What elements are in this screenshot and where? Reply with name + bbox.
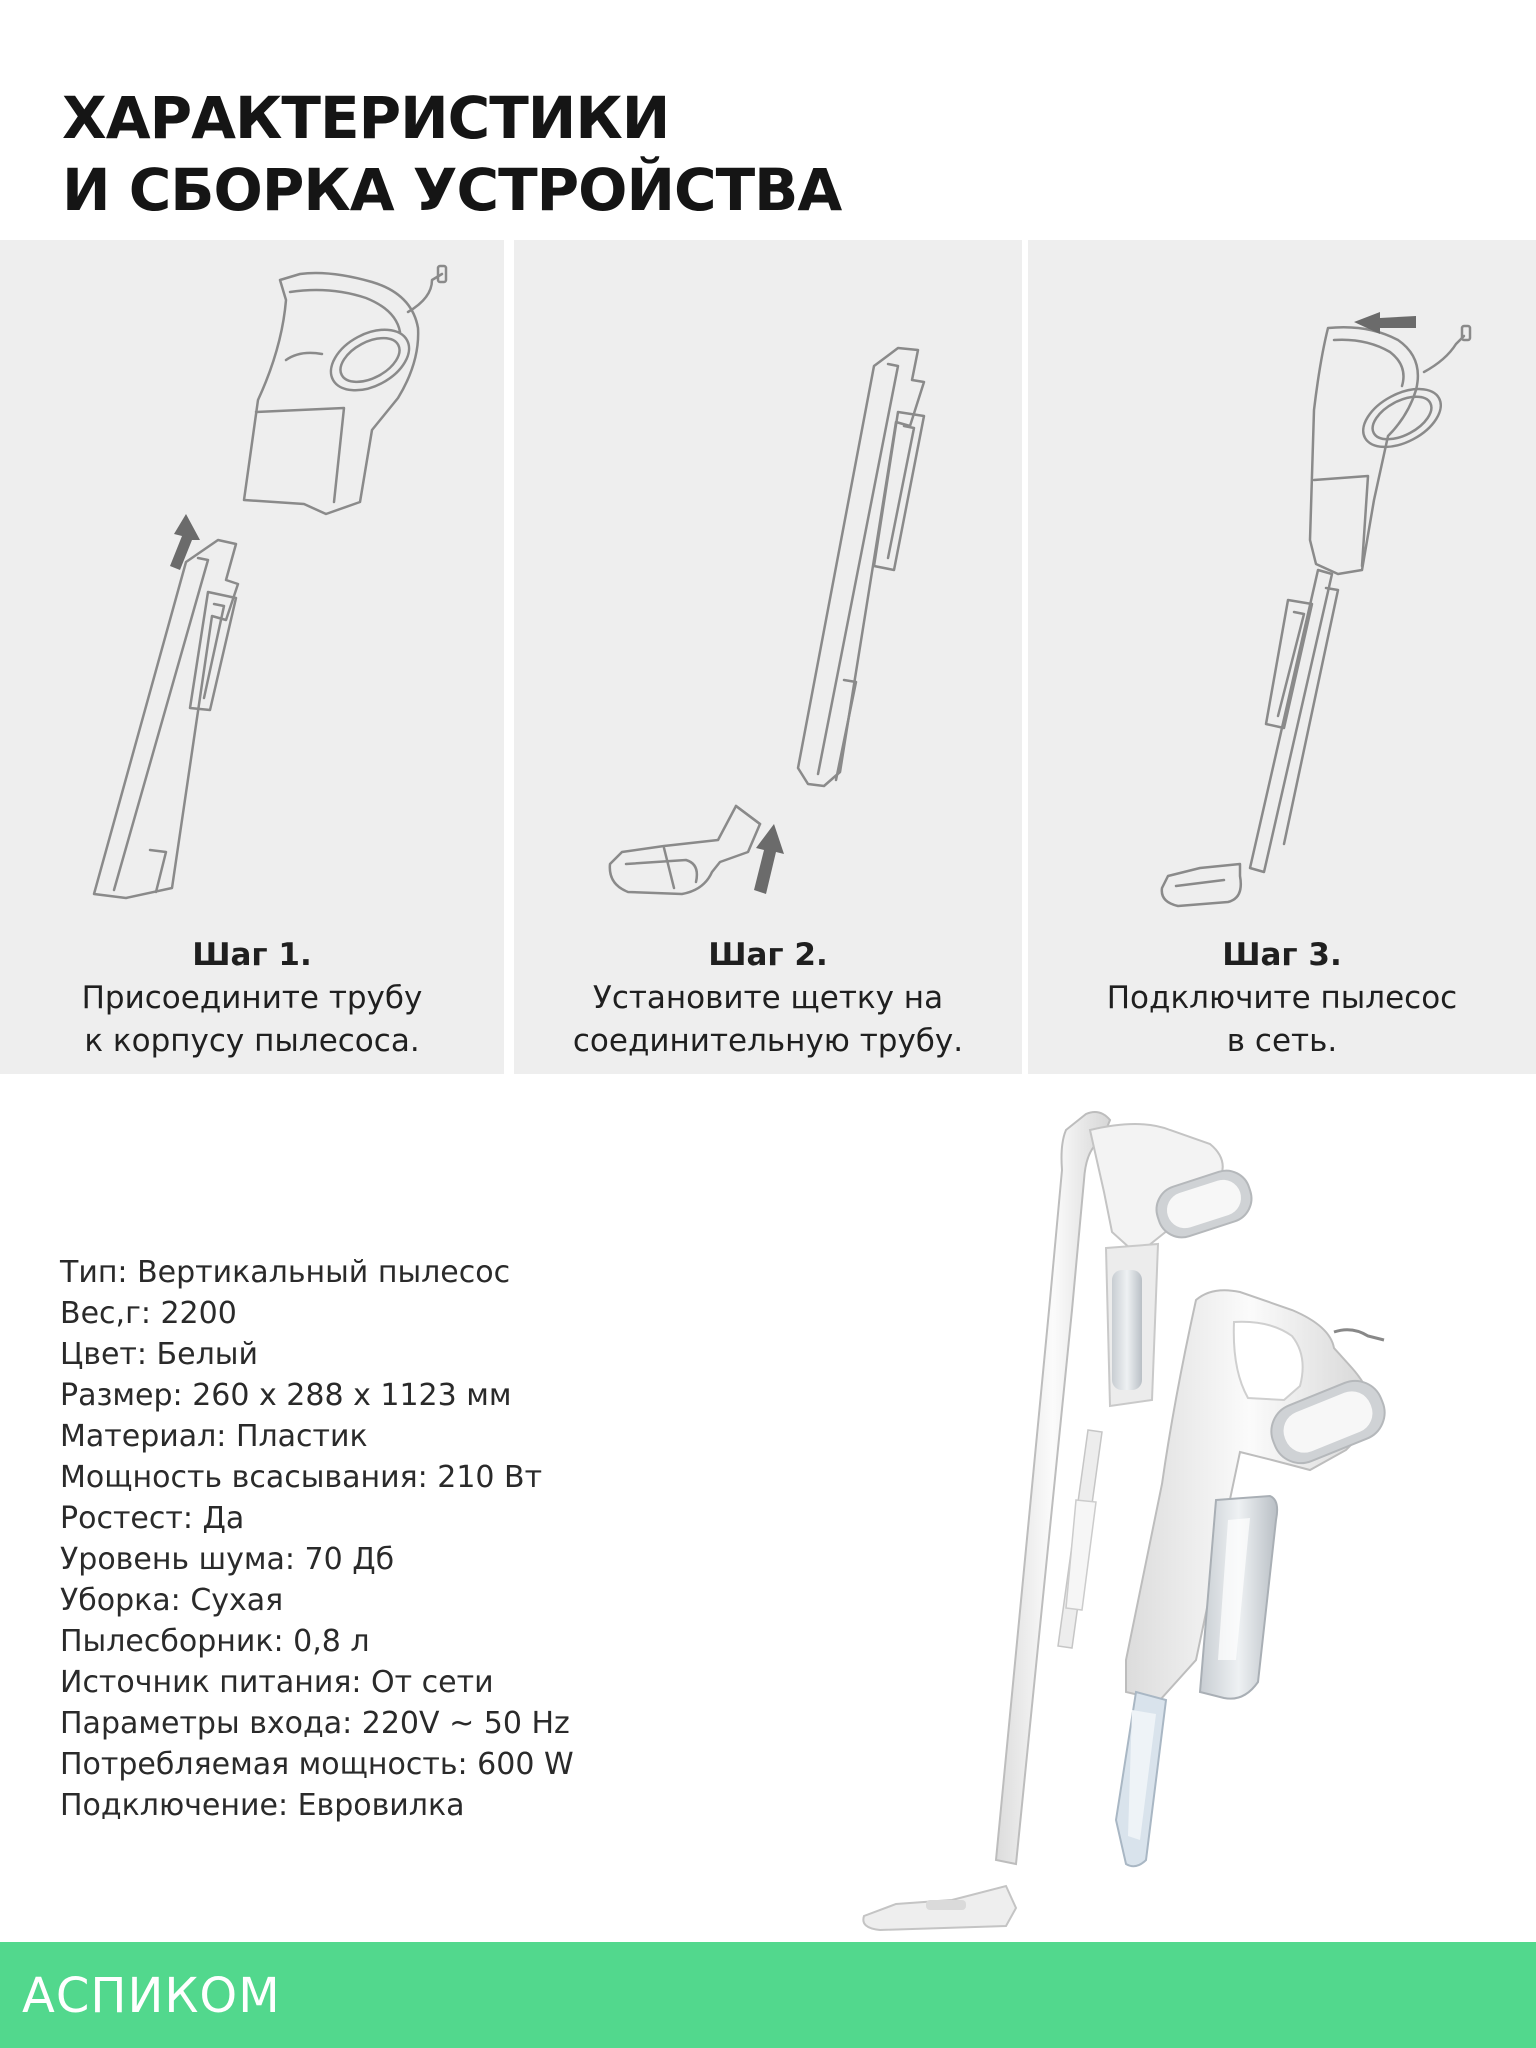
tube-drawing	[94, 540, 238, 898]
footer-bar	[0, 1942, 1536, 2048]
assembly-steps	[0, 240, 1536, 1074]
spec-size: Размер: 260 x 288 x 1123 мм	[60, 1378, 512, 1413]
spec-noise-level: Уровень шума: 70 Дб	[60, 1542, 395, 1577]
step-1-diagram	[0, 240, 504, 920]
step-2-diagram	[514, 240, 1022, 920]
arrow-up-icon	[754, 824, 784, 894]
spec-rostest: Ростест: Да	[60, 1501, 245, 1536]
spec-material: Материал: Пластик	[60, 1419, 368, 1454]
step-3-text-line1: Подключите пылесос	[1106, 980, 1458, 1016]
step-1-text-line1: Присоедините трубу	[81, 980, 423, 1016]
spec-dust-container: Пылесборник: 0,8 л	[60, 1624, 370, 1659]
step-1-caption	[0, 934, 504, 1063]
spec-connection: Подключение: Евровилка	[60, 1788, 465, 1823]
spec-suction-power: Мощность всасывания: 210 Вт	[60, 1460, 543, 1495]
specifications-list	[60, 1252, 574, 1826]
step-2-panel	[514, 240, 1022, 1074]
spec-cleaning: Уборка: Сухая	[60, 1583, 284, 1618]
step-2-title: Шаг 2.	[708, 937, 828, 973]
arrow-left-icon	[1354, 312, 1416, 334]
step-3-caption	[1028, 934, 1536, 1063]
spec-input-parameters: Параметры входа: 220V ~ 50 Hz	[60, 1706, 570, 1741]
step-1-panel	[0, 240, 504, 1074]
step-3-panel	[1028, 240, 1536, 1074]
step-1-text-line2: к корпусу пылесоса.	[84, 1023, 420, 1059]
spec-type: Тип: Вертикальный пылесос	[60, 1255, 511, 1290]
spec-weight: Вес,г: 2200	[60, 1296, 237, 1331]
page-title-line1: ХАРАКТЕРИСТИКИ	[62, 84, 670, 152]
spec-power-source: Источник питания: От сети	[60, 1665, 494, 1700]
step-1-title: Шаг 1.	[192, 937, 312, 973]
assembled-vacuum-drawing	[1162, 326, 1470, 906]
handheld-vacuum	[1116, 1290, 1393, 1866]
spec-color: Цвет: Белый	[60, 1337, 258, 1372]
step-2-text-line2: соединительную трубу.	[572, 1023, 964, 1059]
spec-power-consumption: Потребляемая мощность: 600 W	[60, 1747, 574, 1782]
page-title-line2: И СБОРКА УСТРОЙСТВА	[62, 156, 842, 224]
step-3-title: Шаг 3.	[1222, 937, 1342, 973]
tube-drawing	[798, 348, 924, 786]
step-3-diagram	[1028, 240, 1536, 920]
step-2-caption	[514, 934, 1022, 1063]
vacuum-body-drawing	[244, 266, 446, 514]
step-2-text-line1: Установите щетку на	[592, 980, 944, 1016]
step-3-text-line2: в сеть.	[1226, 1023, 1338, 1059]
vacuum-cleaner-illustration	[840, 1100, 1440, 1940]
brand-name: АСПИКОМ	[22, 1968, 281, 2024]
brush-nozzle-drawing	[610, 806, 760, 894]
page-title	[62, 82, 841, 226]
